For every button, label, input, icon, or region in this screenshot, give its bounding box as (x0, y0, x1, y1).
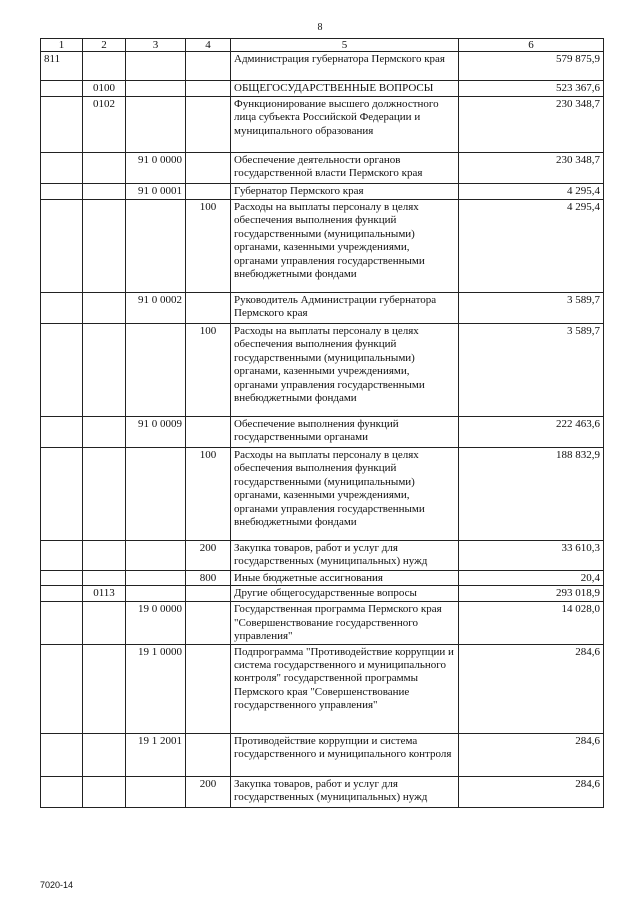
amount-cell: 222 463,6 (459, 417, 604, 448)
target-article-cell: 19 1 0000 (126, 644, 186, 733)
budget-table (40, 38, 604, 808)
subsection-code-cell (83, 602, 126, 644)
subsection-code-cell: 0100 (83, 81, 126, 97)
table-row (41, 293, 604, 324)
expense-type-cell: 100 (186, 448, 231, 541)
amount-cell: 230 348,7 (459, 97, 604, 153)
description-cell: Иные бюджетные ассигнования (231, 571, 459, 586)
subsection-code-cell (83, 293, 126, 324)
description-cell: Администрация губернатора Пермского края (231, 52, 459, 81)
table-row (41, 153, 604, 184)
section-code-cell (41, 448, 83, 541)
subsection-code-cell (83, 541, 126, 571)
column-header: 3 (126, 39, 186, 52)
target-article-cell: 91 0 0001 (126, 184, 186, 200)
subsection-code-cell (83, 184, 126, 200)
expense-type-cell (186, 97, 231, 153)
description-cell: Руководитель Администрации губернатора Пермского края (231, 293, 459, 324)
target-article-cell (126, 97, 186, 153)
section-code-cell (41, 153, 83, 184)
table-row (41, 52, 604, 81)
target-article-cell (126, 324, 186, 417)
target-article-cell: 91 0 0000 (126, 153, 186, 184)
table-row (41, 644, 604, 733)
section-code-cell (41, 571, 83, 586)
column-header: 2 (83, 39, 126, 52)
subsection-code-cell (83, 644, 126, 733)
amount-cell: 4 295,4 (459, 200, 604, 293)
description-cell: Подпрограмма "Противодействие коррупции и система государственного и муниципального контроля" государственной программы Пермского края "Совершенствование государственного управления" (231, 644, 459, 733)
target-article-cell (126, 776, 186, 807)
column-header: 5 (231, 39, 459, 52)
description-cell: Расходы на выплаты персоналу в целях обеспечения выполнения функций государственными (муниципальными) органами, казенными учреждениями, органами управления государственными внебюджетными фондами (231, 448, 459, 541)
description-cell: Функционирование высшего должностного лица субъекта Российской Федерации и муниципального образования (231, 97, 459, 153)
target-article-cell (126, 571, 186, 586)
section-code-cell (41, 541, 83, 571)
section-code-cell (41, 586, 83, 602)
amount-cell: 523 367,6 (459, 81, 604, 97)
section-code-cell (41, 417, 83, 448)
expense-type-cell: 100 (186, 324, 231, 417)
expense-type-cell (186, 733, 231, 776)
subsection-code-cell (83, 448, 126, 541)
subsection-code-cell (83, 52, 126, 81)
expense-type-cell (186, 184, 231, 200)
amount-cell: 3 589,7 (459, 293, 604, 324)
table-row (41, 81, 604, 97)
table-row (41, 97, 604, 153)
subsection-code-cell: 0102 (83, 97, 126, 153)
table-row (41, 541, 604, 571)
section-code-cell (41, 776, 83, 807)
amount-cell: 3 589,7 (459, 324, 604, 417)
expense-type-cell (186, 153, 231, 184)
target-article-cell (126, 52, 186, 81)
expense-type-cell (186, 602, 231, 644)
expense-type-cell (186, 81, 231, 97)
table-row (41, 184, 604, 200)
subsection-code-cell (83, 417, 126, 448)
expense-type-cell: 200 (186, 541, 231, 571)
header-row (41, 39, 604, 52)
table-row (41, 448, 604, 541)
description-cell: Расходы на выплаты персоналу в целях обеспечения выполнения функций государственными (муниципальными) органами, казенными учреждениями, органами управления государственными внебюджетными фондами (231, 324, 459, 417)
section-code-cell (41, 324, 83, 417)
section-code-cell (41, 733, 83, 776)
amount-cell: 579 875,9 (459, 52, 604, 81)
page-number: 8 (317, 22, 323, 33)
table-row (41, 776, 604, 807)
subsection-code-cell (83, 200, 126, 293)
description-cell: Расходы на выплаты персоналу в целях обеспечения выполнения функций государственными (муниципальными) органами, казенными учреждениями, органами управления государственными внебюджетными фондами (231, 200, 459, 293)
section-code-cell (41, 97, 83, 153)
column-header: 6 (459, 39, 604, 52)
subsection-code-cell (83, 153, 126, 184)
target-article-cell: 19 1 2001 (126, 733, 186, 776)
subsection-code-cell (83, 776, 126, 807)
column-header: 1 (41, 39, 83, 52)
amount-cell: 284,6 (459, 776, 604, 807)
target-article-cell (126, 586, 186, 602)
amount-cell: 284,6 (459, 644, 604, 733)
subsection-code-cell (83, 324, 126, 417)
section-code-cell: 811 (41, 52, 83, 81)
expense-type-cell (186, 586, 231, 602)
expense-type-cell: 200 (186, 776, 231, 807)
amount-cell: 14 028,0 (459, 602, 604, 644)
table-row (41, 586, 604, 602)
amount-cell: 4 295,4 (459, 184, 604, 200)
section-code-cell (41, 184, 83, 200)
description-cell: Губернатор Пермского края (231, 184, 459, 200)
section-code-cell (41, 200, 83, 293)
amount-cell: 230 348,7 (459, 153, 604, 184)
description-cell: Другие общегосударственные вопросы (231, 586, 459, 602)
table-row (41, 602, 604, 644)
table-row (41, 324, 604, 417)
subsection-code-cell (83, 571, 126, 586)
description-cell: Обеспечение выполнения функций государственными органами (231, 417, 459, 448)
target-article-cell (126, 448, 186, 541)
amount-cell: 20,4 (459, 571, 604, 586)
table-row (41, 200, 604, 293)
target-article-cell (126, 200, 186, 293)
description-cell: Закупка товаров, работ и услуг для государственных (муниципальных) нужд (231, 541, 459, 571)
target-article-cell: 91 0 0009 (126, 417, 186, 448)
section-code-cell (41, 644, 83, 733)
expense-type-cell: 800 (186, 571, 231, 586)
subsection-code-cell: 0113 (83, 586, 126, 602)
table-row (41, 571, 604, 586)
description-cell: Противодействие коррупции и система государственного и муниципального контроля (231, 733, 459, 776)
expense-type-cell (186, 644, 231, 733)
section-code-cell (41, 81, 83, 97)
expense-type-cell (186, 52, 231, 81)
amount-cell: 188 832,9 (459, 448, 604, 541)
expense-type-cell (186, 293, 231, 324)
section-code-cell (41, 293, 83, 324)
target-article-cell (126, 541, 186, 571)
subsection-code-cell (83, 733, 126, 776)
description-cell: Обеспечение деятельности органов государственной власти Пермского края (231, 153, 459, 184)
target-article-cell: 91 0 0002 (126, 293, 186, 324)
amount-cell: 33 610,3 (459, 541, 604, 571)
amount-cell: 284,6 (459, 733, 604, 776)
description-cell: ОБЩЕГОСУДАРСТВЕННЫЕ ВОПРОСЫ (231, 81, 459, 97)
description-cell: Закупка товаров, работ и услуг для государственных (муниципальных) нужд (231, 776, 459, 807)
column-header: 4 (186, 39, 231, 52)
amount-cell: 293 018,9 (459, 586, 604, 602)
section-code-cell (41, 602, 83, 644)
table-body (41, 52, 604, 808)
footer-code: 7020-14 (40, 880, 74, 890)
table-row (41, 733, 604, 776)
expense-type-cell (186, 417, 231, 448)
target-article-cell: 19 0 0000 (126, 602, 186, 644)
target-article-cell (126, 81, 186, 97)
description-cell: Государственная программа Пермского края "Совершенствование государственного управления" (231, 602, 459, 644)
expense-type-cell: 100 (186, 200, 231, 293)
table-row (41, 417, 604, 448)
